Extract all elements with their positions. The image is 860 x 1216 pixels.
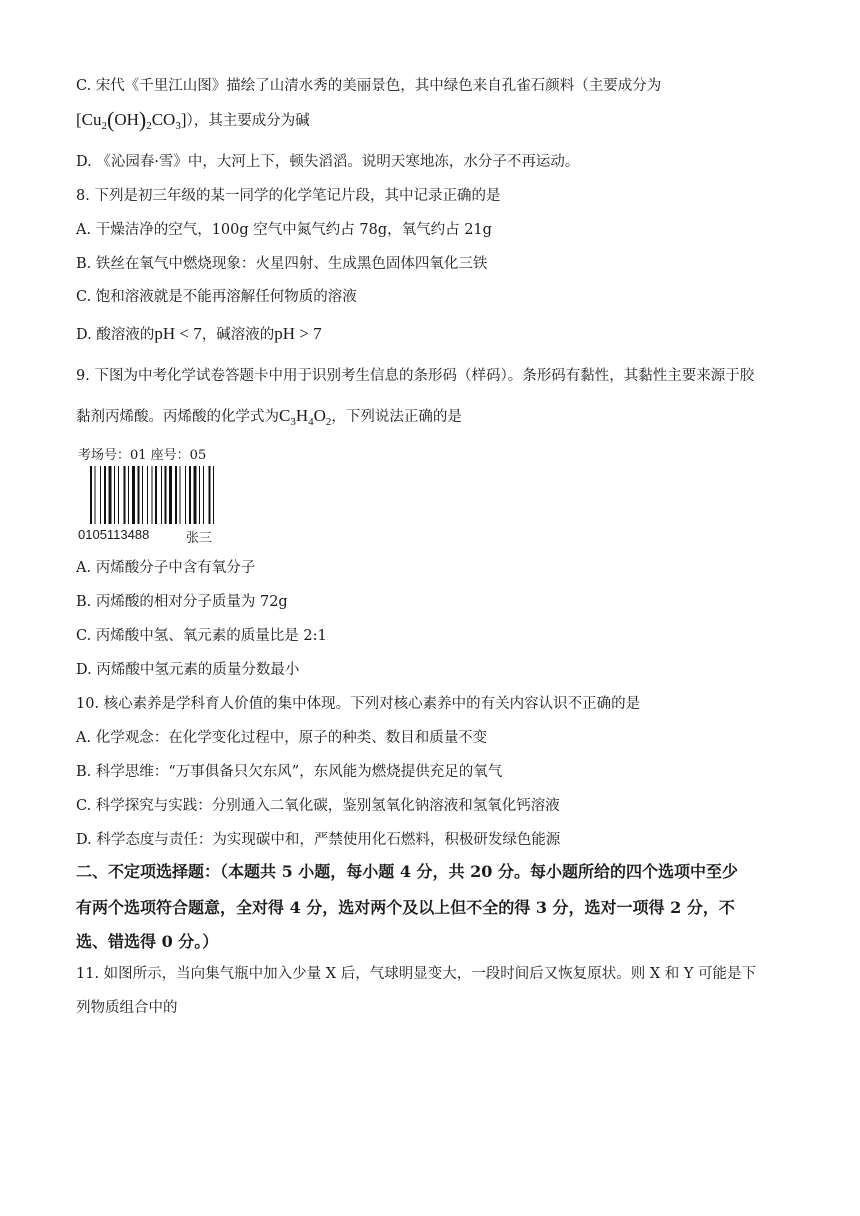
q8-stem: 8. 下列是初三年级的某一同学的化学笔记片段，其中记录正确的是	[76, 188, 501, 204]
barcode-bar	[203, 466, 204, 524]
barcode-bar	[152, 466, 153, 524]
barcode-bar	[109, 466, 112, 524]
barcode-header: 考场号：01 座号：05	[78, 448, 207, 463]
q10-option-d: D. 科学态度与责任：为实现碳中和，严禁使用化石燃料，积极研发绿色能源	[76, 832, 561, 848]
q10-stem: 10. 核心素养是学科育人价值的集中体现。下列对核心素养中的有关内容认识不正确的是	[76, 696, 641, 712]
barcode-bar	[124, 466, 126, 524]
q9-option-b: B. 丙烯酸的相对分子质量为 72g	[76, 594, 288, 610]
barcode-image	[90, 466, 220, 524]
q10-option-b: B. 科学思维：“万事俱备只欠东风”，东风能为燃烧提供充足的氧气	[76, 764, 503, 780]
q7-option-c-line2: $[Cu_2(OH)_2CO_3]$），其主要成分为碱	[76, 107, 310, 132]
barcode-bar	[155, 466, 157, 524]
q7-option-c-line1: C. 宋代《千里江山图》描绘了山清水秀的美丽景色，其中绿色来自孔雀石颜料（主要成分为	[76, 78, 662, 94]
barcode-bar	[180, 466, 181, 524]
q10-option-a: A. 化学观念：在化学变化过程中，原子的种类、数目和质量不变	[76, 730, 488, 746]
q10-option-c: C. 科学探究与实践：分别通入二氧化碳，鉴别氢氧化钠溶液和氢氧化钙溶液	[76, 798, 560, 814]
barcode-bar	[194, 466, 197, 524]
section2-heading-line1: 二、不定项选择题：（本题共 5 小题，每小题 4 分，共 20 分。每小题所给的四个选项中至少	[76, 862, 738, 881]
q9-option-c: C. 丙烯酸中氢、氧元素的质量比是 2:1	[76, 628, 327, 644]
section2-heading-line3: 选、错选得 0 分。）	[76, 932, 219, 951]
barcode-bar	[142, 466, 143, 524]
barcode-bar	[213, 466, 214, 524]
barcode-bar	[199, 466, 200, 524]
section2-heading-line2: 有两个选项符合题意，全对得 4 分，选对两个及以上但不全的得 3 分，选对一项得 2 分，不	[76, 898, 735, 917]
barcode-bar	[128, 466, 129, 524]
q9-option-a: A. 丙烯酸分子中含有氧分子	[76, 560, 256, 576]
q8-option-c: C. 饱和溶液就是不能再溶解任何物质的溶液	[76, 289, 357, 305]
barcode-bar	[100, 466, 101, 524]
q11-stem-line2: 列物质组合中的	[76, 1000, 178, 1016]
barcode-bar	[185, 466, 186, 524]
q9-stem-line2: 黏剂丙烯酸。丙烯酸的化学式为$C_3H_4O_2$，下列说法正确的是	[76, 406, 462, 428]
q8-option-d: D. 酸溶液的pH < 7，碱溶液的pH > 7	[76, 324, 322, 343]
barcode-bar	[175, 466, 177, 524]
barcode-bar	[138, 466, 140, 524]
barcode-bar	[104, 466, 106, 524]
barcode-bar	[118, 466, 119, 524]
barcode-number: 0105113488	[78, 527, 150, 542]
barcode-bar	[165, 466, 167, 524]
q9-stem-line1: 9. 下图为中考化学试卷答题卡中用于识别考生信息的条形码（样码）。条形码有黏性，其黏性主要来源于胶	[76, 368, 755, 384]
barcode-bar	[95, 466, 96, 524]
barcode-bar	[114, 466, 115, 524]
q11-stem-line1: 11. 如图所示，当向集气瓶中加入少量 X 后，气球明显变大，一段时间后又恢复原状。则 X 和 Y 可能是下	[76, 966, 757, 982]
barcode-name: 张三	[186, 531, 213, 546]
barcode-bar	[169, 466, 172, 524]
ph-acid: pH < 7	[154, 324, 202, 343]
ph-base: pH > 7	[274, 324, 322, 343]
barcode-bar	[189, 466, 191, 524]
barcode-bar	[147, 466, 148, 524]
barcode-bar	[132, 466, 135, 524]
barcode-bar	[161, 466, 162, 524]
malachite-formula: $[Cu_2(OH)_2CO_3]$	[76, 107, 187, 132]
barcode-bar	[209, 466, 211, 524]
barcode-bar	[90, 466, 92, 524]
q9-option-d: D. 丙烯酸中氢元素的质量分数最小	[76, 662, 300, 678]
q8-option-a: A. 干燥洁净的空气，100g 空气中氮气约占 78g，氧气约占 21g	[76, 222, 492, 238]
acrylic-acid-formula: $C_3H_4O_2$	[279, 406, 332, 428]
q8-option-b: B. 铁丝在氧气中燃烧现象：火星四射、生成黑色固体四氧化三铁	[76, 256, 488, 272]
q7-option-d: D. 《沁园春·雪》中，大河上下，顿失滔滔。说明天寒地冻，水分子不再运动。	[76, 154, 580, 170]
barcode-sample	[76, 444, 256, 544]
